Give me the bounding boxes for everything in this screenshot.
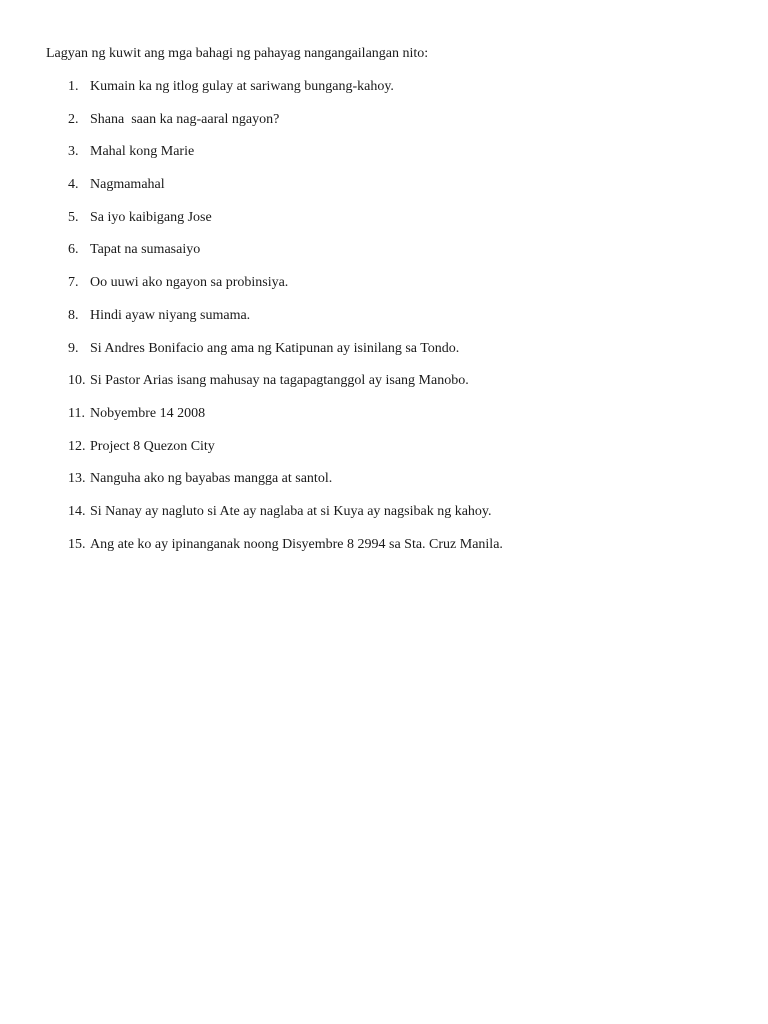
- item-number: 12.: [68, 438, 86, 454]
- item-number: 14.: [68, 503, 86, 519]
- item-text: Tapat na sumasaiyo: [90, 242, 201, 258]
- item-text: Sa iyo kaibigang Jose: [90, 209, 212, 225]
- item-number: 1.: [68, 79, 79, 94]
- item-number: 8.: [68, 307, 79, 323]
- instruction-text: Lagyan ng kuwit ang mga bahagi ng pahayag nangangailangan nito:: [46, 46, 429, 61]
- item-text: Kumain ka ng itlog gulay at sariwang bungang-kahoy.: [90, 79, 394, 94]
- item-number: 6.: [68, 242, 79, 258]
- item-text: Si Andres Bonifacio ang ama ng Katipunan ay isinilang sa Tondo.: [90, 340, 460, 356]
- item-number: 9.: [68, 340, 79, 356]
- item-number: 5.: [68, 209, 79, 225]
- item-text: Nagmamahal: [90, 177, 165, 193]
- item-text: Si Pastor Arias isang mahusay na tagapagtanggol ay isang Manobo.: [90, 373, 469, 389]
- item-number: 4.: [68, 177, 79, 193]
- item-text: Project 8 Quezon City: [90, 438, 215, 454]
- item-number: 7.: [68, 275, 79, 291]
- item-text: Ang ate ko ay ipinanganak noong Disyembre 8 2994 sa Sta. Cruz Manila.: [90, 536, 503, 552]
- item-text: Nobyembre 14 2008: [90, 405, 206, 421]
- item-text: Shana saan ka nag-aaral ngayon?: [90, 111, 280, 127]
- item-text: Nanguha ako ng bayabas mangga at santol.: [90, 471, 333, 487]
- item-number: 13.: [68, 471, 86, 487]
- item-text: Mahal kong Marie: [90, 144, 195, 160]
- item-number: 3.: [68, 144, 79, 160]
- item-number: 10.: [68, 373, 86, 389]
- item-number: 2.: [68, 111, 79, 127]
- item-number: 11.: [68, 405, 85, 421]
- item-text: Hindi ayaw niyang sumama.: [90, 307, 251, 323]
- item-text: Oo uuwi ako ngayon sa probinsiya.: [90, 275, 289, 291]
- item-text: Si Nanay ay nagluto si Ate ay naglaba at si Kuya ay nagsibak ng kahoy.: [90, 503, 492, 519]
- item-number: 15.: [68, 536, 86, 552]
